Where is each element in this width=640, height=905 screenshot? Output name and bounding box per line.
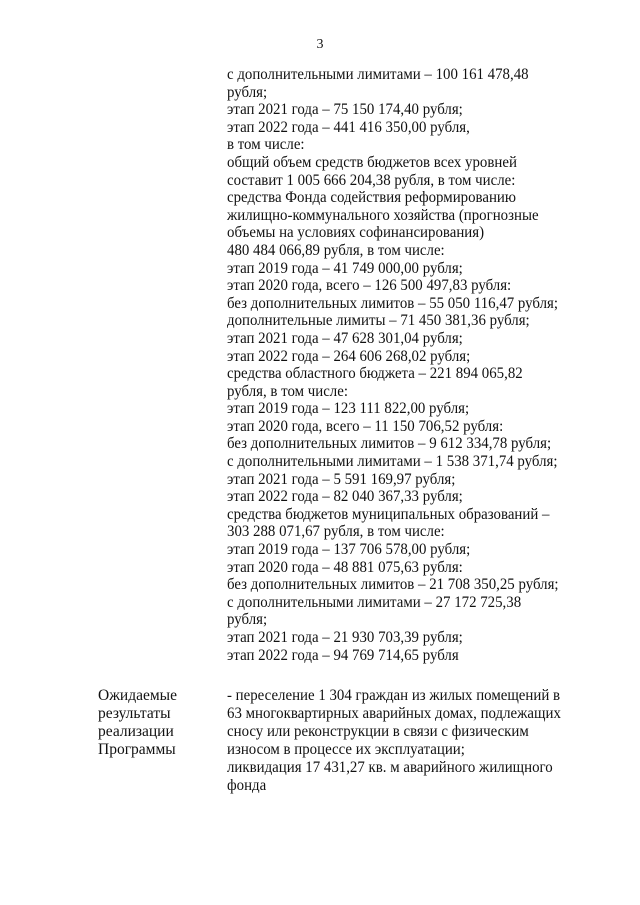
results-text-line: сносу или реконструкции в связи с физическим [227, 723, 529, 740]
results-text-line: ликвидация 17 431,27 кв. м аварийного жилищного [227, 759, 553, 776]
results-label-line: реализации [98, 723, 174, 740]
funding-line: без дополнительных лимитов – 9 612 334,78 рубля; [227, 435, 552, 453]
funding-line: этап 2021 года – 47 628 301,04 рубля; [227, 329, 463, 347]
funding-line: средства Фонда содействия реформированию [227, 189, 517, 207]
funding-line: в том числе: [227, 136, 305, 154]
results-text-line: 63 многоквартирных аварийных домах, подлежащих [227, 705, 561, 722]
funding-line: общий объем средств бюджетов всех уровней [227, 153, 517, 171]
funding-line: этап 2021 года – 5 591 169,97 рубля; [227, 470, 456, 488]
funding-line: с дополнительными лимитами – 1 538 371,74 рубля; [227, 453, 558, 471]
funding-line: без дополнительных лимитов – 21 708 350,25 рубля; [227, 576, 559, 594]
funding-line: объемы на условиях софинансирования) [227, 224, 485, 242]
funding-line: этап 2019 года – 41 749 000,00 рубля; [227, 259, 463, 277]
results-text-line: износом в процессе их эксплуатации; [227, 741, 465, 758]
funding-line: рубля; [227, 83, 268, 101]
results-label-line: результаты [98, 705, 171, 722]
funding-line: этап 2019 года – 123 111 822,00 рубля; [227, 400, 470, 418]
results-text-line: - переселение 1 304 граждан из жилых помещений в [227, 687, 561, 704]
funding-line: составит 1 005 666 204,38 рубля, в том числе: [227, 171, 516, 189]
funding-line: без дополнительных лимитов – 55 050 116,47 рубля; [227, 294, 559, 312]
funding-line: этап 2022 года – 264 606 268,02 рубля; [227, 347, 471, 365]
funding-line: средства бюджетов муниципальных образований – [227, 505, 550, 523]
funding-line: с дополнительными лимитами – 100 161 478,48 [227, 66, 529, 83]
funding-section [227, 66, 567, 664]
funding-line: с дополнительными лимитами – 27 172 725,38 [227, 593, 522, 611]
results-text-line: фонда [227, 777, 267, 794]
results-text [227, 687, 567, 795]
results-label-line: Ожидаемые [98, 687, 177, 704]
funding-line: этап 2020 года, всего – 11 150 706,52 рубля: [227, 417, 504, 435]
funding-line: рубля; [227, 611, 268, 629]
funding-line: 303 288 071,67 рубля, в том числе: [227, 523, 445, 541]
funding-line: этап 2022 года – 441 416 350,00 рубля, [227, 118, 470, 136]
funding-line: этап 2022 года – 82 040 367,33 рубля; [227, 488, 463, 506]
funding-line: этап 2021 года – 21 930 703,39 рубля; [227, 629, 463, 646]
funding-line: этап 2019 года – 137 706 578,00 рубля; [227, 541, 471, 559]
funding-line: рубля, в том числе: [227, 382, 348, 400]
funding-line: этап 2021 года – 75 150 174,40 рубля; [227, 101, 463, 119]
funding-line: 480 484 066,89 рубля, в том числе: [227, 241, 445, 259]
funding-line: дополнительные лимиты – 71 450 381,36 рубля; [227, 312, 530, 330]
funding-line: этап 2020 года – 48 881 075,63 рубля: [227, 558, 463, 576]
page-number: 3 [316, 37, 324, 52]
results-label [98, 687, 208, 759]
funding-line: этап 2022 года – 94 769 714,65 рубля [227, 646, 459, 664]
funding-line: средства областного бюджета – 221 894 065,82 [227, 365, 523, 383]
funding-line: жилищно-коммунального хозяйства (прогнозные [227, 206, 539, 224]
funding-line: этап 2020 года, всего – 126 500 497,83 рубля: [227, 277, 512, 295]
results-label-line: Программы [98, 741, 176, 758]
